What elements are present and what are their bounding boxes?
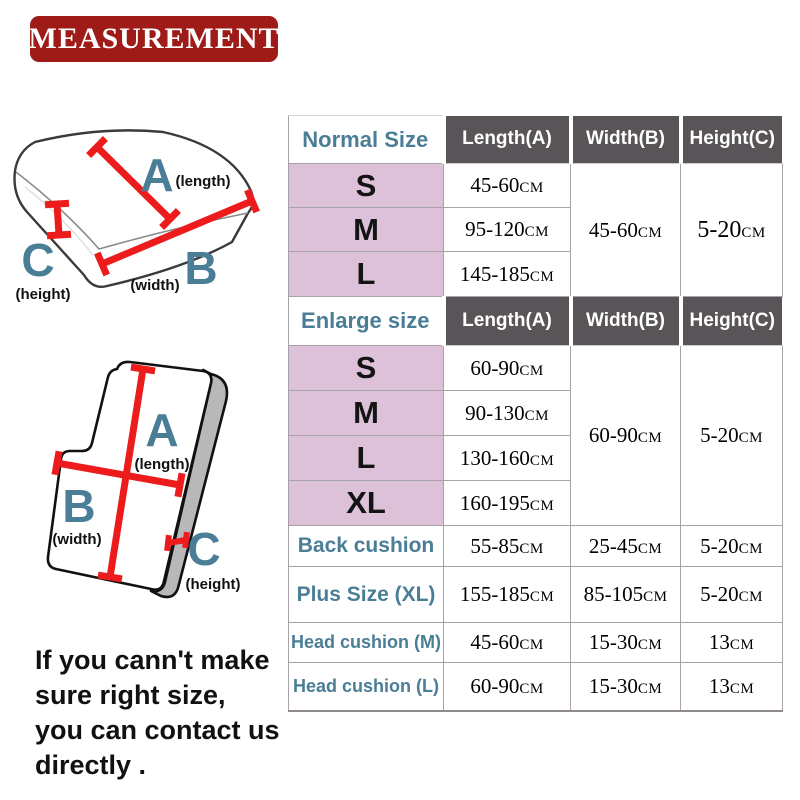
column-header-length: Length(A)	[444, 297, 571, 346]
column-header-height: Height(C)	[681, 297, 783, 346]
label-a: A	[145, 404, 179, 456]
page-title: MEASUREMENT	[28, 22, 280, 55]
unit-label: CM	[519, 637, 544, 653]
unit-label: CM	[637, 430, 663, 446]
label-c: C	[21, 234, 55, 286]
length-value: 60-90CM	[444, 346, 571, 391]
label-a-caption: (length)	[134, 456, 190, 473]
back-cushion-diagram	[25, 355, 260, 610]
table-row	[289, 164, 783, 208]
note-line: directly .	[35, 750, 147, 780]
width-value-merged: 60-90CM	[571, 346, 681, 526]
size-cell: XL	[289, 481, 444, 526]
unit-label: CM	[637, 224, 663, 241]
length-value: 130-160CM	[444, 436, 571, 481]
table-row	[289, 346, 783, 391]
label-c-caption: (height)	[185, 576, 241, 593]
length-value: 90-130CM	[444, 391, 571, 436]
table-row	[289, 567, 783, 623]
height-value: 5-20CM	[681, 567, 783, 623]
label-b-caption: (width)	[130, 277, 180, 294]
row-label-plus-size: Plus Size (XL)	[289, 567, 444, 623]
unit-label: CM	[524, 224, 549, 240]
length-value: 145-185CM	[444, 252, 571, 297]
enlarge-size-section-label: Enlarge size	[289, 297, 444, 346]
seat-cushion-drawing	[5, 115, 277, 315]
size-table	[288, 115, 783, 712]
label-b: B	[62, 480, 96, 532]
table-row	[289, 663, 783, 711]
size-cell: L	[289, 252, 444, 297]
unit-label: CM	[741, 224, 766, 241]
column-header-width: Width(B)	[571, 116, 681, 164]
size-cell: M	[289, 208, 444, 252]
unit-label: CM	[738, 430, 763, 446]
width-value: 15-30CM	[571, 623, 681, 663]
unit-label: CM	[643, 589, 668, 605]
unit-label: CM	[729, 680, 755, 697]
unit-label: CM	[519, 680, 544, 697]
table-row	[289, 623, 783, 663]
label-b: B	[184, 242, 218, 294]
width-value: 85-105CM	[571, 567, 681, 623]
width-value: 25-45CM	[571, 526, 681, 567]
width-value: 15-30CM	[571, 663, 681, 711]
length-value: 45-60CM	[444, 164, 571, 208]
column-header-length: Length(A)	[444, 116, 571, 164]
unit-label: CM	[529, 497, 555, 514]
table-row	[289, 297, 783, 346]
length-value: 60-90CM	[444, 663, 571, 711]
label-b-caption: (width)	[52, 531, 102, 548]
unit-label: CM	[637, 540, 663, 557]
width-value-merged: 45-60CM	[571, 164, 681, 297]
height-value-merged: 5-20CM	[681, 346, 783, 526]
table-row	[289, 116, 783, 164]
normal-size-section-label: Normal Size	[289, 116, 444, 164]
unit-label: CM	[529, 589, 555, 605]
unit-label: CM	[519, 180, 544, 196]
back-cushion-drawing	[25, 355, 260, 610]
label-c-caption: (height)	[15, 286, 71, 303]
column-header-width: Width(B)	[571, 297, 681, 346]
size-cell: S	[289, 164, 444, 208]
unit-label: CM	[738, 589, 763, 605]
size-cell: L	[289, 436, 444, 481]
unit-label: CM	[637, 637, 663, 653]
label-a: A	[140, 149, 174, 201]
unit-label: CM	[519, 540, 544, 557]
size-cell: S	[289, 346, 444, 391]
unit-label: CM	[524, 407, 549, 424]
contact-note	[35, 643, 280, 783]
table-row	[289, 526, 783, 567]
column-header-height: Height(C)	[681, 116, 783, 164]
length-value: 160-195CM	[444, 481, 571, 526]
row-label-back-cushion: Back cushion	[289, 526, 444, 567]
height-value-merged: 5-20CM	[681, 164, 783, 297]
height-value: 13CM	[681, 663, 783, 711]
height-value: 5-20CM	[681, 526, 783, 567]
length-value: 155-185CM	[444, 567, 571, 623]
row-label-head-cushion-m: Head cushion (M)	[289, 623, 444, 663]
unit-label: CM	[637, 680, 663, 697]
size-cell: M	[289, 391, 444, 436]
row-label-head-cushion-l: Head cushion (L)	[289, 663, 444, 711]
seat-cushion-diagram	[5, 115, 277, 315]
length-value: 45-60CM	[444, 623, 571, 663]
label-a-caption: (length)	[175, 173, 231, 190]
unit-label: CM	[529, 268, 555, 285]
label-c: C	[187, 523, 221, 575]
length-value: 55-85CM	[444, 526, 571, 567]
unit-label: CM	[738, 540, 763, 557]
unit-label: CM	[729, 637, 755, 653]
note-line: If you cann't make	[35, 645, 270, 675]
length-value: 95-120CM	[444, 208, 571, 252]
note-line: you can contact us	[35, 715, 280, 745]
note-line: sure right size,	[35, 680, 226, 710]
height-value: 13CM	[681, 623, 783, 663]
title-banner	[30, 16, 278, 62]
unit-label: CM	[529, 452, 555, 469]
unit-label: CM	[519, 362, 544, 379]
